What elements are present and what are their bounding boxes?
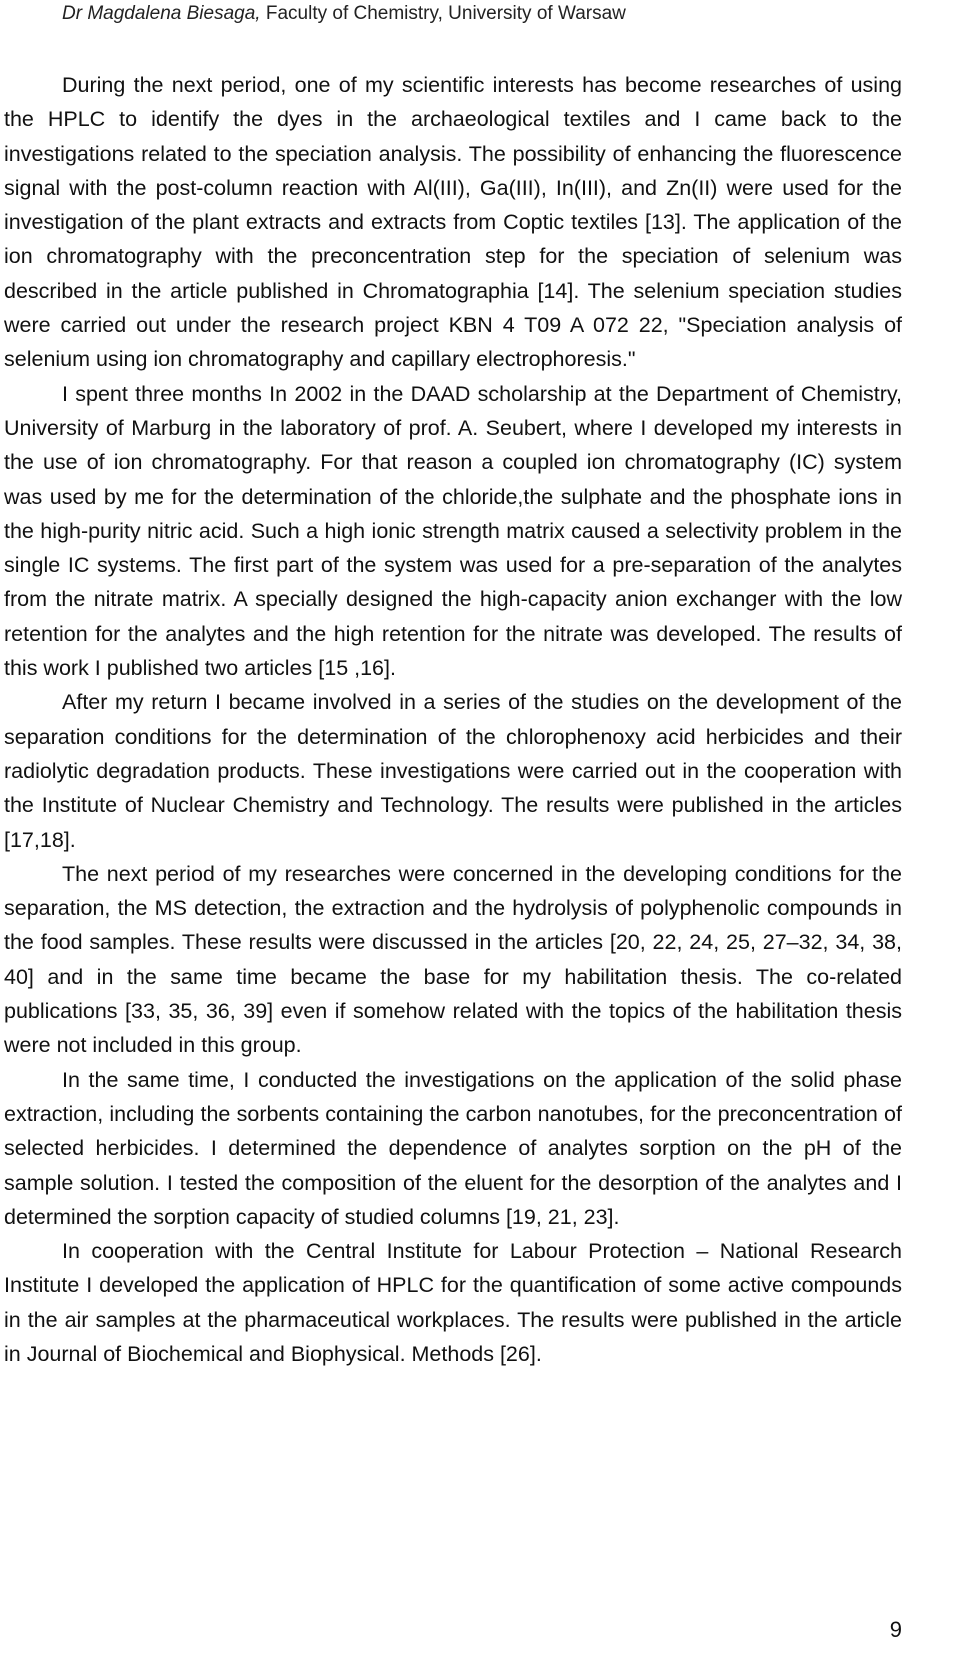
paragraph-solid-phase-extraction: In the same time, I conducted the investigations on the application of the solid phase extraction, including the sorbents containing the carbon nanotubes, for the preconcentration of selected herbicides. I determined the dependence of analytes sorption on the pH of the sample solution. I tested the composition of the eluent for the desorption of the analytes and I determined the sorption capacity of studied columns [19, 21, 23]. <box>4 1067 902 1229</box>
running-header <box>62 2 626 26</box>
paragraph-labour-protection: In cooperation with the Central Institute for Labour Protection – National Research Institute I developed the application of HPLC for the quantification of some active compounds in the air samples at the pharmaceutical workplaces. The results were published in the article in Journal of Biochemical and Biophysical. Methods [26]. <box>4 1239 902 1366</box>
page-number: 9 <box>889 1617 902 1642</box>
paragraph-hplc-dyes-speciation: During the next period, one of my scientific interests has become researches of using the HPLC to identify the dyes in the archaeological textiles and I came back to the investigations related to the speciation analysis. The possibility of enhancing the fluorescence signal with the post-column reaction with Al(III), Ga(III), In(III), and Zn(II) were used for the investigation of the plant extracts and extracts from Coptic textiles [13]. The application of the ion chromatography with the preconcentration step for the speciation of selenium was described in the article published in Chromatographia [14]. The selenium speciation studies were carried out under the research project KBN 4 T09 A 072 22, "Speciation analysis of selenium using ion chromatography and capillary electrophoresis." <box>4 73 902 372</box>
paragraph-herbicides-studies: After my return I became involved in a series of the studies on the development of the separation conditions for the determination of the chlorophenoxy acid herbicides and their radiolytic degradation products. These investigations were carried out in the cooperation with the Institute of Nuclear Chemistry and Technology. The results were published in the articles [17,18]. <box>4 690 902 852</box>
paragraph-daad-scholarship: I spent three months In 2002 in the DAAD scholarship at the Department of Chemistry, University of Marburg in the laboratory of prof. A. Seubert, where I developed my interests in the use of ion chromatography. For that reason a coupled ion chromatography (IC) system was used by me for the determination of the chloride,the sulphate and the phosphate ions in the high-purity nitric acid. Such a high ionic strength matrix caused a selectivity problem in the single IC systems. The first part of the system was used for a pre-separation of the analytes from the nitrate matrix. A specially designed the high-capacity anion exchanger with the low retention for the analytes and the high retention for the nitrate was developed. The results of this work I published two articles [15 ,16]. <box>4 381 902 681</box>
paragraph-polyphenolic-compounds: The next period of my researches were concerned in the developing conditions for the separation, the MS detection, the extraction and the hydrolysis of polyphenolic compounds in the food samples. These results were discussed in the articles [20, 22, 24, 25, 27–32, 34, 38, 40] and in the same time became the base for my habilitation thesis. The co-related publications [33, 35, 36, 39] even if somehow related with the topics of the habilitation thesis were not included in this group. <box>4 861 902 1058</box>
header-affiliation: Faculty of Chemistry, University of Warsaw <box>260 3 626 24</box>
document-body <box>4 68 902 1371</box>
header-author: Dr Magdalena Biesaga, <box>62 3 261 24</box>
